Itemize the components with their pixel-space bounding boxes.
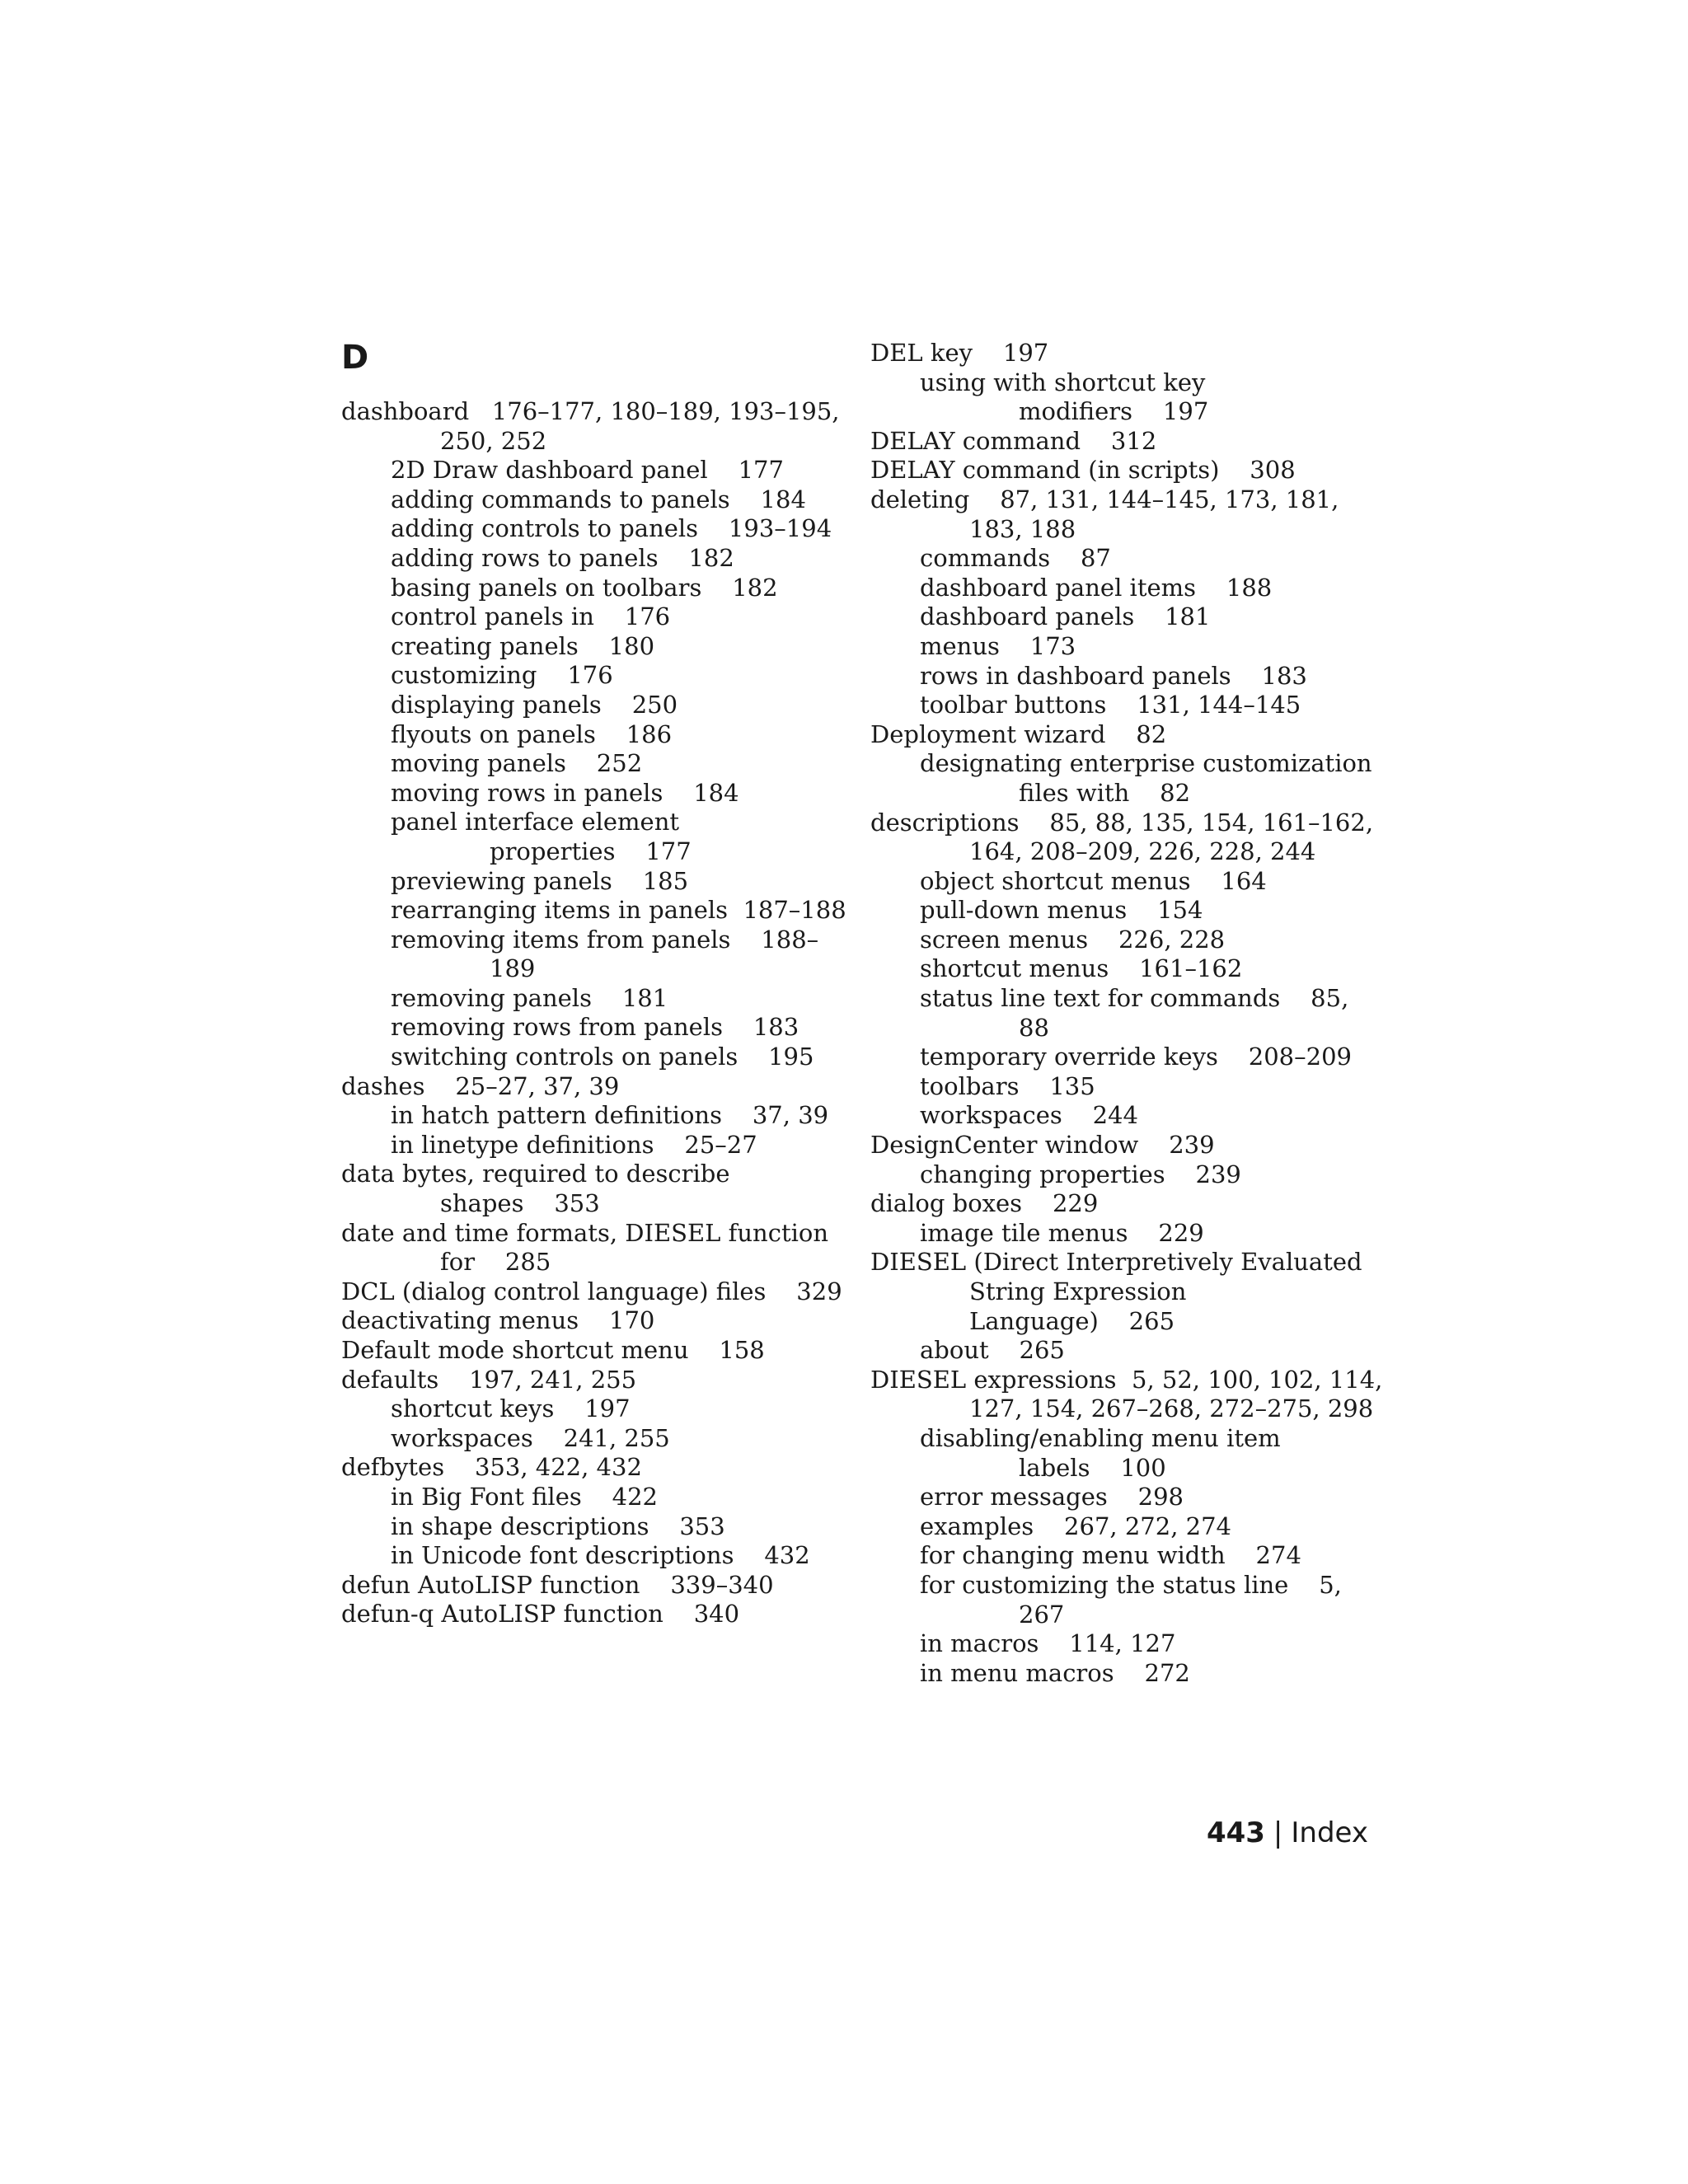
- section-name: Index: [1291, 1816, 1368, 1849]
- index-entry: DCL (dialog control language) files 329: [341, 1277, 842, 1305]
- index-subentry: flyouts on panels 186: [391, 719, 673, 748]
- index-subentry: shortcut menus 161–162: [920, 954, 1243, 983]
- index-subentry: displaying panels 250: [391, 690, 678, 719]
- index-entry-continuation: files with 82: [1019, 778, 1191, 807]
- index-subentry: menus 173: [920, 631, 1076, 660]
- index-subentry: in Unicode font descriptions 432: [391, 1541, 810, 1570]
- footer-separator: |: [1273, 1816, 1283, 1849]
- index-subentry: examples 267, 272, 274: [920, 1511, 1231, 1540]
- index-subentry: toolbar buttons 131, 144–145: [920, 691, 1301, 719]
- index-subentry: control panels in 176: [391, 602, 671, 631]
- index-subentry: toolbars 135: [920, 1071, 1095, 1100]
- index-entry-continuation: 250, 252: [440, 426, 547, 455]
- index-entry: defaults 197, 241, 255: [341, 1365, 637, 1394]
- index-subentry: creating panels 180: [391, 631, 655, 660]
- index-subentry: for changing menu width 274: [920, 1541, 1301, 1570]
- index-entry: date and time formats, DIESEL function: [341, 1218, 829, 1247]
- index-subentry: temporary override keys 208–209: [920, 1043, 1352, 1071]
- index-subentry: in hatch pattern definitions 37, 39: [391, 1101, 829, 1130]
- index-subentry: panel interface element: [391, 808, 680, 837]
- index-subentry: dashboard panel items 188: [920, 573, 1273, 602]
- page-number: 443: [1206, 1816, 1265, 1849]
- index-entry-continuation: Language) 265: [969, 1306, 1175, 1335]
- index-subentry: in Big Font files 422: [391, 1482, 658, 1511]
- index-entry-continuation: 164, 208–209, 226, 228, 244: [969, 837, 1316, 866]
- index-entry-continuation: for 285: [440, 1248, 551, 1277]
- index-subentry: rearranging items in panels 187–188: [391, 896, 846, 925]
- index-entry-continuation: 267: [1019, 1600, 1065, 1629]
- index-subentry: workspaces 241, 255: [391, 1423, 670, 1452]
- index-subentry: in linetype definitions 25–27: [391, 1130, 757, 1159]
- index-subentry: removing items from panels 188–: [391, 925, 819, 954]
- index-subentry: status line text for commands 85,: [920, 984, 1349, 1013]
- index-entry: DIESEL (Direct Interpretively Evaluated: [870, 1248, 1362, 1277]
- index-entry: Deployment wizard 82: [870, 719, 1167, 748]
- index-subentry: for customizing the status line 5,: [920, 1570, 1342, 1599]
- index-subentry: error messages 298: [920, 1483, 1184, 1511]
- index-entry: data bytes, required to describe: [341, 1160, 730, 1188]
- index-subentry: moving panels 252: [391, 749, 643, 778]
- index-subentry: moving rows in panels 184: [391, 778, 739, 807]
- index-subentry: dashboard panels 181: [920, 602, 1211, 631]
- index-subentry: adding rows to panels 182: [391, 543, 734, 572]
- index-entry: DELAY command 312: [870, 426, 1157, 455]
- index-entry: defun-q AutoLISP function 340: [341, 1600, 740, 1629]
- index-subentry: workspaces 244: [920, 1101, 1138, 1130]
- index-subentry: image tile menus 229: [920, 1218, 1204, 1247]
- index-entry: deleting 87, 131, 144–145, 173, 181,: [870, 485, 1339, 513]
- index-entry: DesignCenter window 239: [870, 1131, 1215, 1160]
- index-subentry: shortcut keys 197: [391, 1394, 631, 1423]
- index-subentry: in shape descriptions 353: [391, 1511, 725, 1540]
- index-entry: dashboard 176–177, 180–189, 193–195,: [341, 397, 840, 425]
- index-entry: DELAY command (in scripts) 308: [870, 456, 1296, 485]
- index-entry-continuation: 183, 188: [969, 514, 1076, 543]
- index-entry-continuation: modifiers 197: [1019, 397, 1209, 426]
- index-entry-continuation: labels 100: [1019, 1453, 1166, 1482]
- index-subentry: in macros 114, 127: [920, 1629, 1176, 1658]
- index-subentry: removing panels 181: [391, 983, 668, 1012]
- index-subentry: customizing 176: [391, 661, 613, 690]
- index-subentry: 2D Draw dashboard panel 177: [391, 456, 784, 485]
- index-entry-continuation: String Expression: [969, 1277, 1187, 1305]
- index-subentry: about 265: [920, 1336, 1065, 1365]
- index-column-right: [870, 339, 1383, 1688]
- index-subentry: object shortcut menus 164: [920, 866, 1267, 895]
- index-entry-continuation: 88: [1019, 1013, 1049, 1042]
- index-entry: deactivating menus 170: [341, 1306, 655, 1335]
- index-entry: dialog boxes 229: [870, 1189, 1099, 1218]
- index-entry-continuation: properties 177: [490, 837, 692, 865]
- index-subentry: adding commands to panels 184: [391, 485, 806, 513]
- index-subentry: switching controls on panels 195: [391, 1043, 814, 1071]
- index-subentry: removing rows from panels 183: [391, 1013, 799, 1042]
- index-entry: DEL key 197: [870, 339, 1049, 367]
- index-entry: dashes 25–27, 37, 39: [341, 1071, 620, 1100]
- index-subentry: disabling/enabling menu item: [920, 1423, 1281, 1452]
- index-entry: descriptions 85, 88, 135, 154, 161–162,: [870, 808, 1374, 837]
- index-entry: defun AutoLISP function 339–340: [341, 1570, 774, 1599]
- page-footer: [1207, 1816, 1368, 1849]
- index-subentry: screen menus 226, 228: [920, 925, 1226, 954]
- index-subentry: basing panels on toolbars 182: [391, 573, 778, 602]
- index-column-left: [341, 397, 846, 1629]
- index-subentry: commands 87: [920, 544, 1111, 573]
- index-subentry: designating enterprise customization: [920, 749, 1372, 778]
- index-subentry: changing properties 239: [920, 1160, 1241, 1188]
- index-subentry: previewing panels 185: [391, 866, 689, 895]
- index-subentry: pull-down menus 154: [920, 896, 1203, 925]
- index-entry: defbytes 353, 422, 432: [341, 1453, 642, 1482]
- section-letter-heading: D: [341, 339, 369, 377]
- index-subentry: rows in dashboard panels 183: [920, 661, 1307, 690]
- index-subentry: in menu macros 272: [920, 1658, 1190, 1687]
- index-subentry: using with shortcut key: [920, 368, 1206, 396]
- index-subentry: adding controls to panels 193–194: [391, 514, 832, 543]
- index-entry-continuation: 127, 154, 267–268, 272–275, 298: [969, 1394, 1374, 1423]
- index-entry-continuation: shapes 353: [440, 1189, 600, 1218]
- index-entry: Default mode shortcut menu 158: [341, 1336, 765, 1364]
- index-entry-continuation: 189: [490, 954, 536, 983]
- index-entry: DIESEL expressions 5, 52, 100, 102, 114,: [870, 1365, 1383, 1394]
